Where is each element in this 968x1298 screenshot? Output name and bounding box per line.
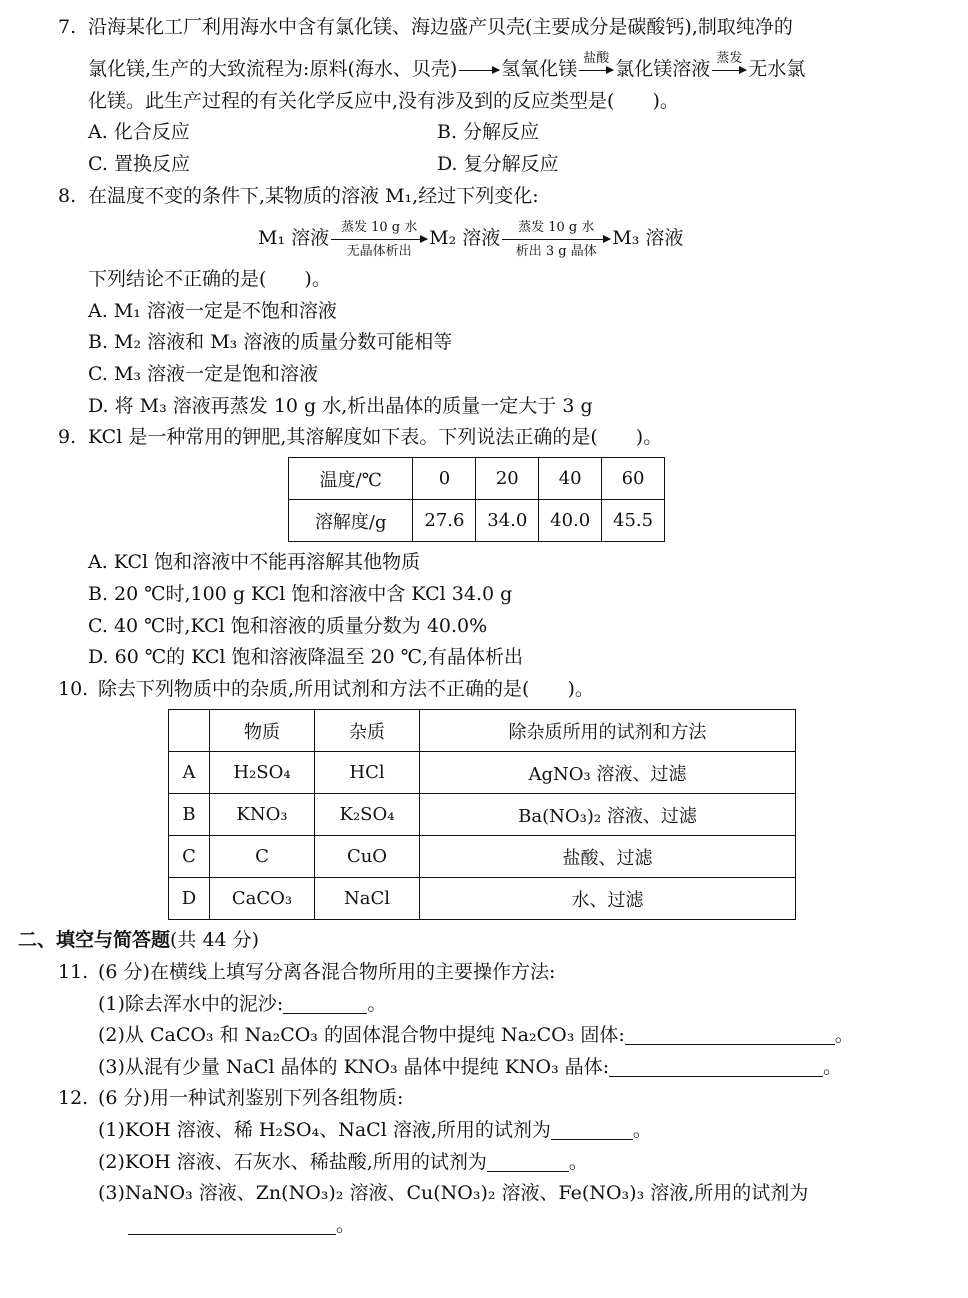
answer-blank[interactable] (551, 1121, 633, 1140)
q9-cell-temp: 20 (476, 458, 539, 500)
q12-part-1-text: (1)KOH 溶液、稀 H₂SO₄、NaCl 溶液,所用的试剂为 (98, 1119, 551, 1141)
q10-substance: C (210, 836, 315, 878)
section-score: (共 44 分) (170, 929, 260, 951)
q7-number: 7. (58, 16, 77, 38)
q7-arrow-hydrochloric-label: 盐酸 (583, 50, 610, 66)
q9-table-row-temperature (289, 458, 665, 500)
q8-arrow-2-top: 蒸发 10 g 水 (518, 219, 595, 235)
q12-part-2 (98, 1149, 588, 1175)
q7-line3: 化镁。此生产过程的有关化学反应中,没有涉及到的反应类型是( )。 (88, 90, 679, 112)
table-row (169, 752, 796, 794)
q10-method: Ba(NO₃)₂ 溶液、过滤 (420, 794, 796, 836)
answer-blank[interactable] (625, 1026, 835, 1045)
q7-option-c: C. 置换反应 (88, 153, 190, 175)
q7-option-b: B. 分解反应 (437, 121, 540, 143)
answer-blank[interactable] (128, 1216, 336, 1235)
q7-line1: 沿海某化工厂利用海水中含有氯化镁、海边盛产贝壳(主要成分是碳酸钙),制取纯净的 (88, 16, 793, 38)
q11-part-1 (98, 991, 386, 1017)
q9-cell-solubility: 34.0 (476, 500, 539, 542)
q10-header-substance: 物质 (210, 710, 315, 752)
q9-cell-solubility: 40.0 (539, 500, 602, 542)
q7-arrow-evaporate-label: 蒸发 (716, 50, 743, 66)
q7-anhydrous: 无水氯 (748, 58, 806, 80)
q12-part-3-answer (128, 1212, 355, 1238)
q11-part-3 (98, 1054, 842, 1080)
answer-blank[interactable] (487, 1153, 569, 1172)
table-row (169, 836, 796, 878)
q12-part-2-text: (2)KOH 溶液、石灰水、稀盐酸,所用的试剂为 (98, 1151, 487, 1173)
q10-impurity: CuO (315, 836, 420, 878)
q8-m1: M₁ 溶液 (258, 227, 330, 249)
q7-magnesium-hydroxide: 氢氧化镁 (501, 58, 578, 80)
q11-number: 11. (58, 961, 89, 983)
q11-part-2-end: 。 (834, 1024, 854, 1046)
q7-arrow-hydrochloric (579, 50, 613, 71)
answer-blank[interactable] (609, 1058, 823, 1077)
q9-table-row-solubility (289, 500, 665, 542)
q9-stem: KCl 是一种常用的钾肥,其溶解度如下表。下列说法正确的是( )。 (88, 426, 663, 448)
section-title (18, 927, 259, 953)
q11-part-1-text: (1)除去浑水中的泥沙: (98, 993, 284, 1015)
q10-impurity: K₂SO₄ (315, 794, 420, 836)
q10-method: 盐酸、过滤 (420, 836, 796, 878)
q10-row-label: C (169, 836, 210, 878)
q12-part-1-end: 。 (632, 1119, 652, 1141)
q10-header-method: 除杂质所用的试剂和方法 (420, 710, 796, 752)
q11-part-2 (98, 1022, 854, 1048)
q10-number: 10. (58, 678, 89, 700)
q10-substance: H₂SO₄ (210, 752, 315, 794)
q7-option-d: D. 复分解反应 (437, 153, 559, 175)
q10-method: AgNO₃ 溶液、过滤 (420, 752, 796, 794)
q10-substance: CaCO₃ (210, 878, 315, 920)
q10-header-impurity: 杂质 (315, 710, 420, 752)
q10-row-label: D (169, 878, 210, 920)
q12-part-3-text: (3)NaNO₃ 溶液、Zn(NO₃)₂ 溶液、Cu(NO₃)₂ 溶液、Fe(NO₃)₃ 溶液,所用的试剂为 (98, 1182, 809, 1204)
q7-raw-materials: 氯化镁,生产的大致流程为:原料(海水、贝壳) (88, 58, 458, 80)
q8-option-c: C. M₃ 溶液一定是饱和溶液 (88, 363, 319, 385)
q9-option-c: C. 40 ℃时,KCl 饱和溶液的质量分数为 40.0% (88, 615, 488, 637)
q9-number: 9. (58, 426, 77, 448)
q8-arrow-1-top: 蒸发 10 g 水 (340, 219, 418, 235)
q10-header-blank (169, 710, 210, 752)
q10-impurity: NaCl (315, 878, 420, 920)
q12-stem: (6 分)用一种试剂鉴别下列各组物质: (98, 1087, 404, 1109)
q8-option-b: B. M₂ 溶液和 M₃ 溶液的质量分数可能相等 (88, 331, 453, 353)
q9-option-b: B. 20 ℃时,100 g KCl 饱和溶液中含 KCl 34.0 g (88, 583, 513, 605)
q10-row-label: B (169, 794, 210, 836)
q9-option-d: D. 60 ℃的 KCl 饱和溶液降温至 20 ℃,有晶体析出 (88, 646, 524, 668)
q10-impurity-table (168, 709, 796, 920)
q11-part-3-text: (3)从混有少量 NaCl 晶体的 KNO₃ 晶体中提纯 KNO₃ 晶体: (98, 1056, 610, 1078)
q8-arrow-2 (502, 219, 610, 259)
q7-line2 (88, 50, 806, 82)
q8-ask: 下列结论不正确的是( )。 (88, 268, 331, 290)
q10-table-header (169, 710, 796, 752)
q11-part-1-end: 。 (367, 993, 387, 1015)
q9-solubility-table (288, 457, 665, 542)
q9-cell-solubility: 45.5 (602, 500, 665, 542)
q7-arrow-1 (459, 70, 499, 71)
q12-part-3-end: 。 (336, 1214, 356, 1236)
q12-part-2-end: 。 (568, 1151, 588, 1173)
q8-stem: 在温度不变的条件下,某物质的溶液 M₁,经过下列变化: (88, 185, 539, 207)
q10-impurity: HCl (315, 752, 420, 794)
q10-method: 水、过滤 (420, 878, 796, 920)
q12-number: 12. (58, 1087, 89, 1109)
q8-arrow-1-bottom: 无晶体析出 (346, 243, 412, 259)
q8-m2: M₂ 溶液 (429, 227, 501, 249)
q9-cell-temp: 0 (413, 458, 476, 500)
q9-option-a: A. KCl 饱和溶液中不能再溶解其他物质 (88, 551, 421, 573)
q11-part-3-end: 。 (823, 1056, 843, 1078)
q8-flow (258, 219, 684, 259)
q9-cell-solubility: 27.6 (413, 500, 476, 542)
q10-substance: KNO₃ (210, 794, 315, 836)
q8-option-d: D. 将 M₃ 溶液再蒸发 10 g 水,析出晶体的质量一定大于 3 g (88, 395, 593, 417)
q7-option-a: A. 化合反应 (88, 121, 190, 143)
q7-magnesium-chloride-solution: 氯化镁溶液 (615, 58, 711, 80)
table-row (169, 878, 796, 920)
q8-option-a: A. M₁ 溶液一定是不饱和溶液 (88, 300, 337, 322)
q9-cell-header-temperature: 温度/℃ (289, 458, 413, 500)
q8-m3: M₃ 溶液 (612, 227, 684, 249)
q12-part-1 (98, 1117, 652, 1143)
q11-stem: (6 分)在横线上填写分离各混合物所用的主要操作方法: (98, 961, 556, 983)
q10-row-label: A (169, 752, 210, 794)
q8-arrow-2-bottom: 析出 3 g 晶体 (515, 243, 597, 259)
section-title-text: 二、填空与简答题 (18, 929, 171, 951)
q8-number: 8. (58, 185, 77, 207)
table-row (169, 794, 796, 836)
q9-cell-temp: 40 (539, 458, 602, 500)
q7-arrow-evaporate (712, 50, 746, 71)
q9-cell-temp: 60 (602, 458, 665, 500)
answer-blank[interactable] (283, 995, 367, 1014)
q10-stem: 除去下列物质中的杂质,所用试剂和方法不正确的是( )。 (98, 678, 594, 700)
q8-arrow-1 (331, 219, 427, 259)
q9-cell-header-solubility: 溶解度/g (289, 500, 413, 542)
q11-part-2-text: (2)从 CaCO₃ 和 Na₂CO₃ 的固体混合物中提纯 Na₂CO₃ 固体: (98, 1024, 625, 1046)
